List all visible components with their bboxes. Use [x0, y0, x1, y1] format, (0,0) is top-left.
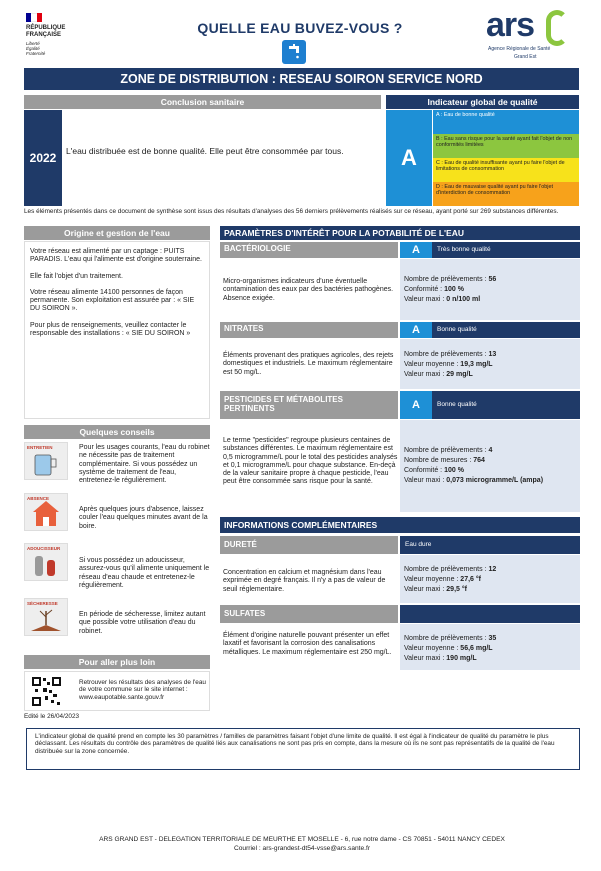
advice-text-4: En période de sécheresse, limitez autant que possible votre utilisation d'eau du robinet.: [79, 611, 206, 635]
sulfates-value-1: 35: [488, 635, 497, 642]
ars-swoosh-icon: [546, 10, 568, 46]
bacterio-grade: A: [400, 242, 432, 258]
edited-date: Edité le 26/04/2023: [24, 713, 80, 720]
nitrates-label-1: Nombre de prélèvements :: [404, 351, 489, 358]
drought-icon: [24, 598, 68, 636]
origin-p3: Votre réseau alimente 14100 personnes de façon permanente. Son exploitation est assurée par : « SIE DU SOIRON ».: [30, 288, 195, 313]
pesticides-stats: [400, 420, 580, 512]
republic-line1: RÉPUBLIQUE: [26, 25, 66, 31]
sulfates-label-1: Nombre de prélèvements :: [404, 635, 489, 642]
origin-heading: Origine et gestion de l'eau: [24, 226, 210, 240]
bacterio-stats: [400, 259, 580, 320]
nitrates-stats: [400, 339, 580, 389]
legend-c: C : Eau de qualité insuffisante ayant pu faire l'objet de limitations de consommation: [433, 158, 579, 182]
sulfates-value-2: 56,6 mg/L: [460, 645, 493, 652]
motto-2: Égalité: [26, 46, 40, 51]
qr-code-icon[interactable]: [31, 676, 62, 707]
bacterio-value-3: 0 n/100 ml: [446, 296, 481, 303]
advice-label-3: ADOUCISSEUR: [27, 546, 61, 551]
nitrates-value-2: 19,3 mg/L: [460, 361, 493, 368]
ars-logo: [486, 6, 578, 66]
pesticides-label-3: Conformité :: [404, 467, 445, 474]
advice-label-2: ABSENCE: [27, 496, 50, 501]
bacterio-title: BACTÉRIOLOGIE: [220, 242, 398, 258]
footnote-text: L'indicateur global de qualité prend en compte les 30 paramètres / familles de paramètres faisant l'objet d'une limite de qualité. Il est égal à l'indicateur de qualité du paramètre le plus déclassant. Les résultats du contrôle des paramètres de qualité liés aux canalisations ne sont pas pris en compte, dans la mesure où ils ne sont pas représentatifs de la qualité de l'eau distribuée sur la zone concernée.: [35, 733, 555, 755]
sulfates-title: SULFATES: [220, 605, 398, 623]
nitrates-title: NITRATES: [220, 322, 398, 338]
house-icon: [24, 493, 68, 531]
durete-stats: [400, 555, 580, 603]
pesticides-title: PESTICIDES ET MÉTABOLITES PERTINENTS: [220, 391, 398, 419]
tap-icon: [282, 40, 306, 64]
legend-b: B : Eau sans risque pour la santé ayant fait l'objet de non conformités limitées: [433, 134, 579, 158]
advice-text-3: Si vous possédez un adoucisseur, assurez-vous qu'il alimente uniquement le réseau d'eau chaude et entretenez-le régulièrement.: [79, 557, 210, 589]
sulfates-desc: Élément d'origine naturelle pouvant présenter un effet laxatif et favorisant la corrosion des canalisations métalliques. Le maximum réglementaire est 250 mg/L.: [223, 632, 392, 656]
pesticides-label-4: Valeur maxi :: [404, 477, 447, 484]
info-heading: INFORMATIONS COMPLÉMENTAIRES: [220, 517, 580, 533]
legend-d: D : Eau de mauvaise qualité ayant pu faire l'objet d'interdiction de consommation: [433, 182, 579, 206]
indicator-legend: [433, 110, 579, 206]
further-text[interactable]: Retrouver les résultats des analyses de l'eau de votre commune sur le site internet : www.eaupotable.sante.gouv.fr: [79, 679, 206, 701]
maintenance-icon: [24, 442, 68, 480]
bacterio-label-2: Conformité :: [404, 286, 445, 293]
origin-box: [24, 241, 210, 419]
sulfates-stats: [400, 624, 580, 670]
main-title: QUELLE EAU BUVEZ-VOUS ?: [197, 20, 403, 36]
bacterio-desc: Micro-organismes indicateurs d'une éventuelle contamination des eaux par des bactéries pathogènes. Absence exigée.: [223, 278, 394, 302]
pesticides-value-1: 4: [488, 447, 493, 454]
origin-p2: Elle fait l'objet d'un traitement.: [30, 272, 123, 280]
nitrates-value-1: 13: [488, 351, 497, 358]
bacterio-value-2: 100 %: [444, 286, 464, 293]
durete-value-3: 29,5 °f: [446, 586, 467, 593]
softener-icon: [24, 543, 68, 581]
sulfates-label-3: Valeur maxi :: [404, 655, 447, 662]
advice-text-2: Après quelques jours d'absence, laissez couler l'eau quelques minutes avant de la boire.: [79, 506, 208, 530]
durete-label-1: Nombre de prélèvements :: [404, 566, 489, 573]
conclusion-text: L'eau distribuée est de bonne qualité. Elle peut être consommée par tous.: [66, 146, 344, 156]
intro-note: Les éléments présentés dans ce document de synthèse sont issus des résultats d'analyses des 56 derniers prélèvements réalisés sur ce réseau, ayant porté sur 269 substances différentes.: [24, 208, 559, 215]
origin-p1: Votre réseau est alimenté par un captage : PUITS PARADIS. L'eau qui l'alimente est d'origine souterraine.: [30, 248, 202, 264]
nitrates-value-3: 29 mg/L: [446, 371, 473, 378]
ars-subtitle-1: Agence Régionale de Santé: [488, 46, 551, 52]
republic-line2: FRANÇAISE: [26, 32, 62, 38]
pesticides-quality: Bonne qualité: [432, 391, 580, 419]
conclusion-heading: Conclusion sanitaire: [24, 95, 381, 109]
nitrates-desc: Éléments provenant des pratiques agricoles, des rejets domestiques et industriels. Le maximum réglementaire est 50 mg/L.: [223, 352, 394, 376]
pesticides-desc: Le terme "pesticides" regroupe plusieurs centaines de substances différentes. Le maximum réglementaire est 0,5 microgramme/L pour le total des pesticides analysés et 0,1 microgramme/L pour chaque substance. En-deçà de la valeur sanitaire propre à chaque pesticide, l'eau peut être consommée sans risque pour la santé.: [223, 437, 398, 486]
advice-text-1: Pour les usages courants, l'eau du robinet ne nécessite pas de traitement complémentaire. Si vous possédez un système de traitement de l'eau, entretenez-le régulièrement.: [79, 444, 210, 485]
pesticides-value-2: 764: [473, 457, 485, 464]
nitrates-label-3: Valeur maxi :: [404, 371, 447, 378]
pesticides-value-3: 100 %: [444, 467, 464, 474]
origin-p4: Pour plus de renseignements, veuillez contacter le responsable des installations : « SIE DU SOIRON »: [30, 321, 191, 338]
nitrates-grade: A: [400, 322, 432, 338]
zone-title: ZONE DE DISTRIBUTION : RESEAU SOIRON SERVICE NORD: [24, 68, 579, 90]
durete-value-1: 12: [488, 566, 497, 573]
params-heading: PARAMÈTRES D'INTÉRÊT POUR LA POTABILITÉ DE L'EAU: [220, 226, 580, 240]
durete-value-2: 27,6 °f: [460, 576, 481, 583]
pesticides-label-2: Nombre de mesures :: [404, 457, 474, 464]
republique-logo: [26, 13, 86, 63]
footer-address: ARS GRAND EST - DELEGATION TERRITORIALE DE MEURTHE ET MOSELLE - 6, rue notre dame - CS 70851 - 54011 NANCY CEDEX: [99, 836, 505, 843]
durete-label-2: Valeur moyenne :: [404, 576, 461, 583]
nitrates-quality: Bonne qualité: [432, 322, 580, 338]
legend-a: A : Eau de bonne qualité: [433, 110, 579, 134]
bacterio-label-3: Valeur maxi :: [404, 296, 447, 303]
footnote-box: [26, 728, 580, 770]
indicator-heading: Indicateur global de qualité: [386, 95, 579, 109]
motto-3: Fraternité: [26, 51, 46, 56]
footer-email[interactable]: Courriel : ars-grandest-dt54-vsse@ars.sante.fr: [233, 845, 371, 852]
pesticides-value-4: 0,073 microgramme/L (ampa): [446, 477, 544, 484]
sulfates-value-3: 190 mg/L: [446, 655, 477, 662]
further-box: [24, 671, 210, 711]
bacterio-quality: Très bonne qualité: [432, 242, 580, 258]
advice-heading: Quelques conseils: [24, 425, 210, 439]
durete-label-3: Valeur maxi :: [404, 586, 447, 593]
marianne-flag-icon: [26, 13, 42, 22]
motto-1: Liberté: [26, 41, 40, 46]
further-heading: Pour aller plus loin: [24, 655, 210, 669]
conclusion-year: 2022: [24, 110, 62, 206]
sulfates-label-2: Valeur moyenne :: [404, 645, 461, 652]
durete-quality: Eau dure: [400, 536, 580, 554]
ars-wordmark: ars: [486, 6, 535, 44]
advice-label-4: SÉCHERESSE: [27, 601, 58, 606]
durete-desc: Concentration en calcium et magnésium dans l'eau exprimée en degré français. Il n'y a pas de valeur de seuil réglementaire.: [223, 569, 386, 593]
sulfates-band: [400, 605, 580, 623]
bacterio-label-1: Nombre de prélèvements :: [404, 276, 489, 283]
bacterio-value-1: 56: [488, 276, 497, 283]
nitrates-label-2: Valeur moyenne :: [404, 361, 461, 368]
pesticides-label-1: Nombre de prélèvements :: [404, 447, 489, 454]
advice-label-1: ENTRETIEN: [27, 445, 53, 450]
global-grade: A: [386, 110, 432, 206]
durete-title: DURETÉ: [220, 536, 398, 554]
pesticides-grade: A: [400, 391, 432, 419]
ars-subtitle-2: Grand Est: [514, 54, 537, 60]
